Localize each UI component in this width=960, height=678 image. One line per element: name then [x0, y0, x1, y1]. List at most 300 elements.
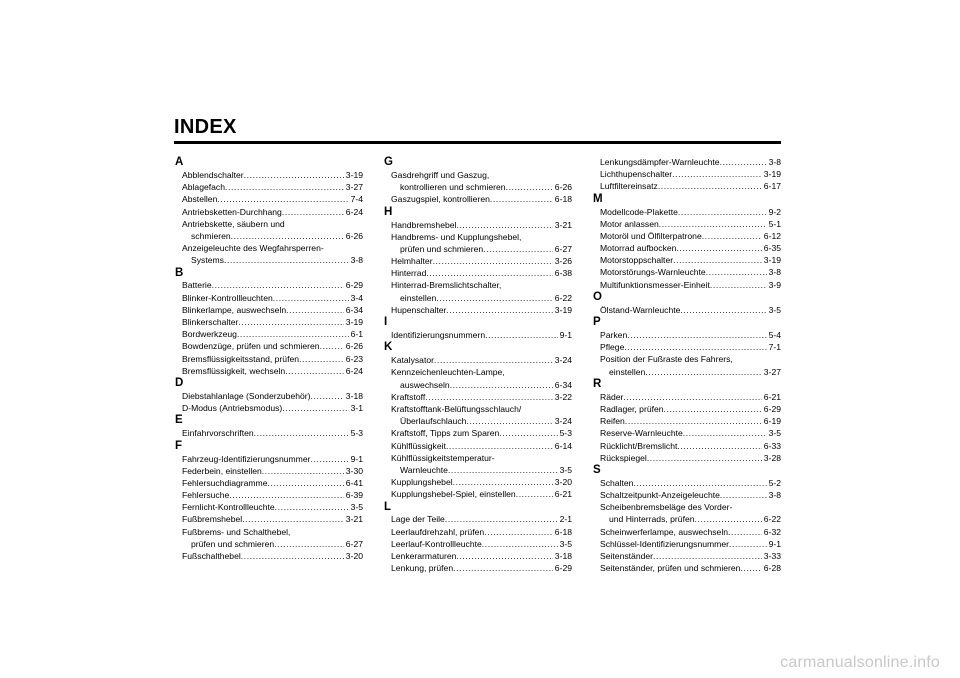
page-number: 3-24 — [554, 355, 572, 366]
dot-leader — [238, 316, 343, 328]
entry-text: Antriebsketten-Durchhang — [182, 206, 282, 217]
index-entry — [593, 415, 781, 427]
page-number: 3-19 — [345, 317, 363, 328]
index-entry — [175, 230, 363, 242]
dot-leader — [426, 267, 552, 279]
index-entry — [593, 206, 781, 218]
index-entry — [593, 168, 781, 180]
dot-leader — [673, 254, 762, 266]
index-entry — [593, 391, 781, 403]
page-number: 3-24 — [554, 416, 572, 427]
entry-text: Fußschalthebel — [182, 551, 241, 562]
entry-text: Fußbremshebel — [182, 514, 243, 525]
index-letter-heading: R — [593, 377, 602, 390]
entry-text: Räder — [600, 391, 624, 402]
index-entry — [175, 465, 363, 477]
dot-leader — [434, 354, 553, 366]
entry-text: D-Modus (Antriebsmodus) — [182, 403, 283, 414]
page-number: 6-23 — [345, 353, 363, 364]
index-entry — [175, 538, 363, 550]
dot-leader — [729, 538, 767, 550]
index-entry-heading — [384, 366, 572, 378]
entry-text: Überlaufschlauch — [400, 416, 467, 427]
dot-leader — [231, 230, 344, 242]
index-entry — [593, 279, 781, 291]
entry-text: Einfahrvorschriften — [182, 428, 254, 439]
entry-text: prüfen und schmieren — [400, 243, 484, 254]
dot-leader — [425, 391, 553, 403]
index-entry — [593, 514, 781, 526]
page-number: 7-1 — [768, 342, 781, 353]
page-number: 9-2 — [768, 206, 781, 217]
index-letter-heading: M — [593, 192, 603, 205]
index-entry — [593, 304, 781, 316]
page-number: 6-24 — [345, 206, 363, 217]
page-number: 9-1 — [768, 538, 781, 549]
page-number: 3-18 — [345, 390, 363, 401]
index-entry — [384, 391, 572, 403]
index-entry — [175, 489, 363, 501]
page-number: 6-18 — [554, 194, 572, 205]
entry-text: Hupenschalter — [391, 304, 447, 315]
index-entry — [384, 181, 572, 193]
entry-text: Katalysator — [391, 355, 434, 366]
page-number: 6-12 — [763, 230, 781, 241]
index-entry — [384, 464, 572, 476]
entry-text: Handbrems- und Kupplungshebel, — [391, 231, 522, 242]
index-entry — [384, 562, 572, 574]
entry-text: Identifizierungsnummern — [391, 330, 486, 341]
dot-leader — [273, 292, 349, 304]
index-entry — [384, 427, 572, 439]
page-number: 6-27 — [554, 243, 572, 254]
dot-leader — [433, 255, 553, 267]
dot-leader — [286, 304, 344, 316]
index-entry — [175, 280, 363, 292]
index-entry — [175, 254, 363, 266]
entry-text: Fußbrems- und Schalthebel, — [182, 526, 291, 537]
index-entry — [593, 427, 781, 439]
page-number: 3-5 — [559, 538, 572, 549]
page-number: 3-8 — [350, 255, 363, 266]
page-number: 6-21 — [763, 391, 781, 402]
page-number: 6-33 — [763, 440, 781, 451]
dot-leader — [212, 280, 344, 292]
dot-leader — [482, 538, 558, 550]
index-entry — [175, 501, 363, 513]
index-entry — [384, 292, 572, 304]
index-letter-heading: F — [175, 439, 183, 452]
page-number: 3-5 — [350, 502, 363, 513]
dot-leader — [625, 415, 762, 427]
page-number: 3-5 — [768, 428, 781, 439]
index-letter-heading: D — [175, 377, 184, 389]
index-letter-heading: S — [593, 463, 601, 476]
dot-leader — [720, 156, 767, 168]
dot-leader — [225, 181, 344, 193]
entry-text: Handbremshebel — [391, 219, 457, 230]
dot-leader — [217, 193, 348, 205]
dot-leader — [275, 501, 349, 513]
index-letter-heading: B — [175, 266, 184, 279]
dot-leader — [499, 427, 557, 439]
index-entry — [384, 440, 572, 452]
dot-leader — [627, 329, 766, 341]
entry-text: Scheinwerferlampe, auswechseln — [600, 526, 729, 537]
entry-text: Kraftstofftank-Belüftungsschlauch/ — [391, 403, 522, 414]
dot-leader — [237, 328, 349, 340]
dot-leader — [453, 476, 553, 488]
index-entry — [593, 489, 781, 501]
entry-text: Radlager, prüfen — [600, 403, 664, 414]
page-number: 6-19 — [763, 416, 781, 427]
entry-text: Lichthupenschalter — [600, 169, 673, 180]
page-number: 3-19 — [345, 169, 363, 180]
page-number: 3-28 — [763, 452, 781, 463]
index-entry — [384, 304, 572, 316]
index-entry — [384, 476, 572, 488]
page-number: 6-26 — [554, 182, 572, 193]
page-number: 5-3 — [350, 428, 363, 439]
dot-leader — [436, 292, 552, 304]
dot-leader — [647, 452, 762, 464]
page-number: 3-33 — [763, 551, 781, 562]
entry-text: Abblendschalter — [182, 169, 244, 180]
entry-text: und Hinterrads, prüfen — [609, 514, 695, 525]
index-letter-heading: P — [593, 316, 601, 329]
page-number: 6-34 — [345, 304, 363, 315]
dot-leader — [224, 254, 349, 266]
entry-text: Fahrzeug-Identifizierungsnummer — [182, 453, 311, 464]
entry-text: Lenkungsdämpfer-Warnleuchte — [600, 156, 720, 167]
page-number: 5-2 — [768, 477, 781, 488]
index-letter-heading: E — [175, 414, 183, 427]
entry-text: Federbein, einstellen — [182, 465, 262, 476]
dot-leader — [710, 279, 767, 291]
entry-text: Bremsflüssigkeit, wechseln — [182, 365, 286, 376]
index-entry-heading — [384, 403, 572, 415]
index-entry — [175, 328, 363, 340]
index-entry — [384, 193, 572, 205]
title-rule — [174, 141, 781, 144]
dot-leader — [254, 427, 349, 439]
entry-text: Gasdrehgriff und Gaszug, — [391, 169, 490, 180]
dot-leader — [244, 169, 344, 181]
entry-text: Blinkerschalter — [182, 317, 239, 328]
dot-leader — [728, 526, 762, 538]
page-number: 7-4 — [350, 194, 363, 205]
entry-text: Kupplungshebel — [391, 477, 453, 488]
index-entry — [593, 538, 781, 550]
index-entry — [593, 242, 781, 254]
entry-text: Scheibenbremsbeläge des Vorder- — [600, 502, 733, 513]
dot-leader — [450, 379, 553, 391]
index-entry — [384, 219, 572, 231]
entry-text: Fehlersuchdiagramme — [182, 477, 268, 488]
index-entry — [593, 341, 781, 353]
entry-text: Bremsflüssigkeitsstand, prüfen — [182, 353, 300, 364]
index-entry — [175, 514, 363, 526]
index-letter-heading: K — [384, 341, 393, 354]
entry-text: Motorstörungs-Warnleuchte — [600, 267, 706, 278]
index-entry — [175, 340, 363, 352]
dot-leader — [299, 353, 344, 365]
index-column-1 — [175, 156, 363, 562]
entry-text: Position der Fußraste des Fahrers, — [600, 354, 733, 365]
dot-leader — [483, 243, 553, 255]
entry-text: Kraftstoff, Tipps zum Sparen — [391, 428, 500, 439]
page-number: 6-29 — [554, 563, 572, 574]
entry-text: kontrollieren und schmieren — [400, 182, 506, 193]
index-entry-heading — [384, 169, 572, 181]
page-number: 3-20 — [345, 551, 363, 562]
index-entry — [384, 550, 572, 562]
page-number: 3-21 — [345, 514, 363, 525]
entry-text: Ablagefach — [182, 182, 226, 193]
dot-leader — [633, 477, 766, 489]
page-number: 3-18 — [554, 551, 572, 562]
dot-leader — [320, 340, 344, 352]
page-number: 6-39 — [345, 490, 363, 501]
index-entry — [175, 453, 363, 465]
dot-leader — [282, 206, 344, 218]
entry-text: Schalten — [600, 477, 634, 488]
index-entry — [593, 526, 781, 538]
index-entry — [384, 488, 572, 500]
index-entry-heading — [175, 526, 363, 538]
page-number: 6-27 — [345, 538, 363, 549]
index-entry — [593, 366, 781, 378]
entry-text: einstellen — [609, 366, 646, 377]
index-entry — [384, 354, 572, 366]
entry-text: Kupplungshebel-Spiel, einstellen — [391, 489, 516, 500]
entry-text: Lage der Teile — [391, 514, 445, 525]
page-number: 6-18 — [554, 526, 572, 537]
index-entry — [175, 181, 363, 193]
page-number: 3-8 — [768, 267, 781, 278]
entry-text: Seitenständer — [600, 551, 654, 562]
page-number: 3-5 — [559, 464, 572, 475]
index-entry — [384, 538, 572, 550]
dot-leader — [683, 427, 767, 439]
dot-leader — [229, 489, 344, 501]
dot-leader — [241, 550, 344, 562]
page-number: 3-20 — [554, 477, 572, 488]
entry-text: Motorstoppschalter — [600, 255, 674, 266]
dot-leader — [448, 464, 558, 476]
page-number: 6-14 — [554, 440, 572, 451]
page-number: 6-32 — [763, 526, 781, 537]
page-number: 6-26 — [345, 341, 363, 352]
page-number: 5-3 — [559, 428, 572, 439]
entry-text: Gaszugspiel, kontrollieren — [391, 194, 490, 205]
entry-text: Pflege — [600, 342, 625, 353]
index-entry — [175, 402, 363, 414]
entry-text: Antriebskette, säubern und — [182, 218, 285, 229]
index-letter-heading: A — [175, 156, 184, 168]
dot-leader — [446, 304, 552, 316]
dot-leader — [446, 440, 553, 452]
entry-text: Reifen — [600, 416, 625, 427]
dot-leader — [466, 415, 552, 427]
entry-text: Blinkerlampe, auswechseln — [182, 304, 287, 315]
entry-text: Abstellen — [182, 194, 218, 205]
dot-leader — [456, 219, 552, 231]
page-number: 6-21 — [554, 489, 572, 500]
entry-text: Kraftstoff — [391, 391, 426, 402]
dot-leader — [658, 180, 762, 192]
entry-text: Multifunktionsmesser-Einheit — [600, 279, 710, 290]
entry-text: Fehlersuche — [182, 490, 230, 501]
index-entry — [593, 452, 781, 464]
page-number: 6-26 — [345, 230, 363, 241]
dot-leader — [720, 489, 767, 501]
page-title: INDEX — [174, 116, 237, 138]
index-entry — [593, 329, 781, 341]
index-entry-heading — [384, 280, 572, 292]
entry-text: auswechseln — [400, 379, 450, 390]
dot-leader — [706, 267, 767, 279]
dot-leader — [659, 218, 767, 230]
entry-text: Modellcode-Plakette — [600, 206, 678, 217]
dot-leader — [484, 526, 553, 538]
index-entry — [593, 218, 781, 230]
dot-leader — [242, 514, 344, 526]
index-entry — [593, 156, 781, 168]
dot-leader — [678, 206, 767, 218]
index-entry-heading — [593, 353, 781, 365]
dot-leader — [676, 242, 761, 254]
index-entry — [384, 514, 572, 526]
index-entry — [175, 353, 363, 365]
entry-text: Reserve-Warnleuchte — [600, 428, 683, 439]
entry-text: Schaltzeitpunkt-Anzeigeleuchte — [600, 490, 720, 501]
page-number: 3-27 — [345, 182, 363, 193]
entry-text: Fernlicht-Kontrollleuchte — [182, 502, 275, 513]
entry-text: Hinterrad — [391, 268, 427, 279]
index-entry — [175, 193, 363, 205]
dot-leader — [695, 514, 762, 526]
index-entry — [593, 180, 781, 192]
entry-text: Lenkung, prüfen — [391, 563, 454, 574]
index-entry — [175, 304, 363, 316]
index-entry — [593, 254, 781, 266]
dot-leader — [285, 365, 344, 377]
page-number: 5-1 — [768, 218, 781, 229]
entry-text: Helmhalter — [391, 256, 433, 267]
index-entry — [593, 403, 781, 415]
dot-leader — [677, 440, 761, 452]
page-number: 3-30 — [345, 465, 363, 476]
entry-text: Luftfiltereinsatz — [600, 181, 658, 192]
index-entry — [175, 390, 363, 402]
index-entry — [384, 243, 572, 255]
index-entry — [384, 329, 572, 341]
index-entry — [384, 267, 572, 279]
entry-text: prüfen und schmieren — [191, 538, 275, 549]
dot-leader — [506, 181, 553, 193]
dot-leader — [453, 562, 553, 574]
index-entry — [593, 440, 781, 452]
index-entry — [175, 206, 363, 218]
entry-text: Motoröl und Ölfilterpatrone — [600, 230, 702, 241]
index-entry-heading — [384, 452, 572, 464]
page-number: 6-29 — [763, 403, 781, 414]
index-entry — [175, 427, 363, 439]
index-entry — [175, 316, 363, 328]
entry-text: Warnleuchte — [400, 464, 448, 475]
index-column-2 — [384, 156, 572, 574]
entry-text: Motorrad aufbocken — [600, 243, 677, 254]
dot-leader — [311, 390, 344, 402]
dot-leader — [268, 477, 344, 489]
entry-text: Leerlauf-Kontrollleuchte — [391, 538, 482, 549]
page-number: 3-26 — [554, 256, 572, 267]
entry-text: Diebstahlanlage (Sonderzubehör) — [182, 390, 311, 401]
index-letter-heading: O — [593, 290, 602, 303]
entry-text: Kennzeichenleuchten-Lampe, — [391, 367, 505, 378]
entry-text: Seitenständer, prüfen und schmieren — [600, 563, 741, 574]
entry-text: schmieren — [191, 230, 231, 241]
index-entry — [593, 550, 781, 562]
index-letter-heading: I — [384, 316, 388, 329]
entry-text: Leerlaufdrehzahl, prüfen — [391, 526, 485, 537]
watermark: carmanualsonline.info — [780, 654, 940, 671]
entry-text: Lenkerarmaturen — [391, 551, 457, 562]
page-number: 9-1 — [559, 330, 572, 341]
dot-leader — [282, 402, 348, 414]
dot-leader — [485, 329, 557, 341]
entry-text: Rückspiegel — [600, 452, 647, 463]
index-entry — [175, 550, 363, 562]
dot-leader — [740, 562, 761, 574]
index-entry-heading — [175, 218, 363, 230]
page-number: 3-4 — [350, 292, 363, 303]
dot-leader — [274, 538, 344, 550]
entry-text: Schlüssel-Identifizierungsnummer — [600, 538, 729, 549]
dot-leader — [445, 514, 558, 526]
entry-text: Bordwerkzeug — [182, 329, 237, 340]
entry-text: Ölstand-Warnleuchte — [600, 304, 681, 315]
page-number: 6-28 — [763, 563, 781, 574]
page-number: 9-1 — [350, 453, 363, 464]
dot-leader — [262, 465, 344, 477]
dot-leader — [645, 366, 761, 378]
entry-text: Batterie — [182, 280, 212, 291]
entry-text: Kühlflüssigkeitstemperatur- — [391, 452, 495, 463]
page-number: 6-22 — [554, 292, 572, 303]
page-number: 3-9 — [768, 279, 781, 290]
entry-text: Kühlflüssigkeit — [391, 440, 446, 451]
page-number: 6-1 — [350, 329, 363, 340]
page-number: 6-24 — [345, 365, 363, 376]
page-number: 5-4 — [768, 330, 781, 341]
dot-leader — [490, 193, 553, 205]
dot-leader — [311, 453, 349, 465]
index-entry — [384, 526, 572, 538]
index-entry — [175, 477, 363, 489]
entry-text: Motor anlassen — [600, 218, 659, 229]
index-entry — [593, 267, 781, 279]
index-entry — [593, 562, 781, 574]
page-number: 6-17 — [763, 181, 781, 192]
index-entry — [175, 292, 363, 304]
index-entry-heading — [384, 231, 572, 243]
index-letter-heading: H — [384, 205, 393, 218]
entry-text: Bowdenzüge, prüfen und schmieren — [182, 341, 320, 352]
page-number: 3-8 — [768, 156, 781, 167]
page-number: 3-21 — [554, 219, 572, 230]
